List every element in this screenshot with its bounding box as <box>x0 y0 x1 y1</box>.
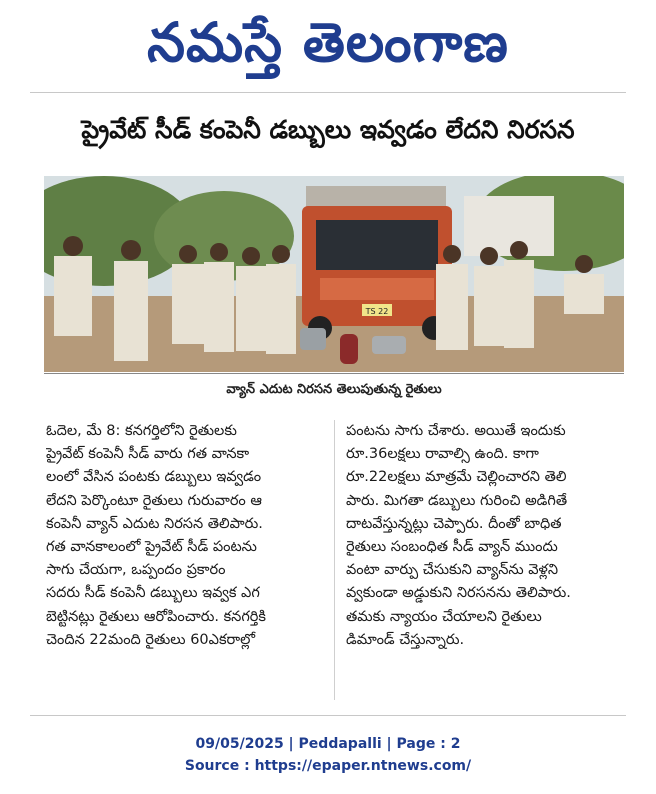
edition-info: 09/05/2025 | Peddapalli | Page : 2 <box>195 736 461 752</box>
article-line: డిమాండ్ చేస్తున్నారు. <box>346 631 465 648</box>
article-line: రైతులు సంబంధిత సీడ్ వ్యాన్ ముందు <box>346 539 558 556</box>
article-line: దాటవేస్తున్నట్లు చెప్పారు. దీంతో బాధిత <box>346 515 562 532</box>
farmers-protest-photo <box>44 176 624 372</box>
column-divider <box>334 420 335 700</box>
article-line: ఓదెల, మే 8: కనగర్తిలోని రైతులకు <box>46 423 237 439</box>
article-line: వంటా వార్పు చేసుకుని వ్యాన్‌ను వెళ్లని <box>346 562 559 579</box>
article-headline: ప్రైవేట్ సీడ్ కంపెనీ డబ్బులు ఇవ్వడం లేదని నిరసన <box>81 115 575 144</box>
article-line: తమకు న్యాయం చేయాలని రైతులు <box>346 608 542 625</box>
article-line: పంటను సాగు చేశారు. అయితే ఇందుకు <box>346 423 566 439</box>
truck-plate: TS 22 <box>365 307 389 316</box>
article-line: చెందిన 22మంది రైతులు 60ఎకరాల్లో <box>46 631 256 648</box>
caption-divider <box>44 373 624 374</box>
article-line: పారు. మిగతా డబ్బులు గురించి అడిగితే <box>346 492 568 509</box>
article-line: సాగు చేయగా, ఒప్పందం ప్రకారం <box>46 562 226 579</box>
article-line: ప్రైవేట్ కంపెనీ సీడ్ వారు గత వానకా <box>46 446 250 463</box>
article-line: రూ.22లక్షలు మాత్రమే చెల్లించారని తెలి <box>346 469 567 486</box>
article-line: లంలో వేసిన పంటకు డబ్బులు ఇవ్వడం <box>46 469 262 486</box>
article-column-left <box>46 420 320 652</box>
article-line: వ్వకుండా అడ్డుకుని నిరసనను తెలిపారు. <box>346 585 571 602</box>
photo-caption: వ్యాన్ ఎదుట నిరసన తెలుపుతున్న రైతులు <box>226 382 442 397</box>
article-line: బెట్టినట్లు రైతులు ఆరోపించారు. కనగర్తికి <box>46 608 266 625</box>
article-line: సదరు సీడ్ కంపెనీ డబ్బులు ఇవ్వక ఎగ <box>46 585 260 602</box>
article-line: లేదని పెర్కొంటూ రైతులు గురువారం ఆ <box>46 492 262 509</box>
article-photo <box>44 176 624 372</box>
article-line: కంపెనీ వ్యాన్ ఎదుట నిరసన తెలిపారు. <box>46 515 263 532</box>
newspaper-masthead: నమస్తే తెలంగాణ <box>147 11 509 74</box>
article-line: రూ.36లక్షలు రావాల్సి ఉంది. కాగా <box>346 446 539 463</box>
article-line: గత వానకాలంలో ప్రైవేట్ సీడ్ పంటను <box>46 539 257 556</box>
article-column-right <box>346 420 620 652</box>
source-link[interactable]: Source : https://epaper.ntnews.com/ <box>184 758 472 774</box>
